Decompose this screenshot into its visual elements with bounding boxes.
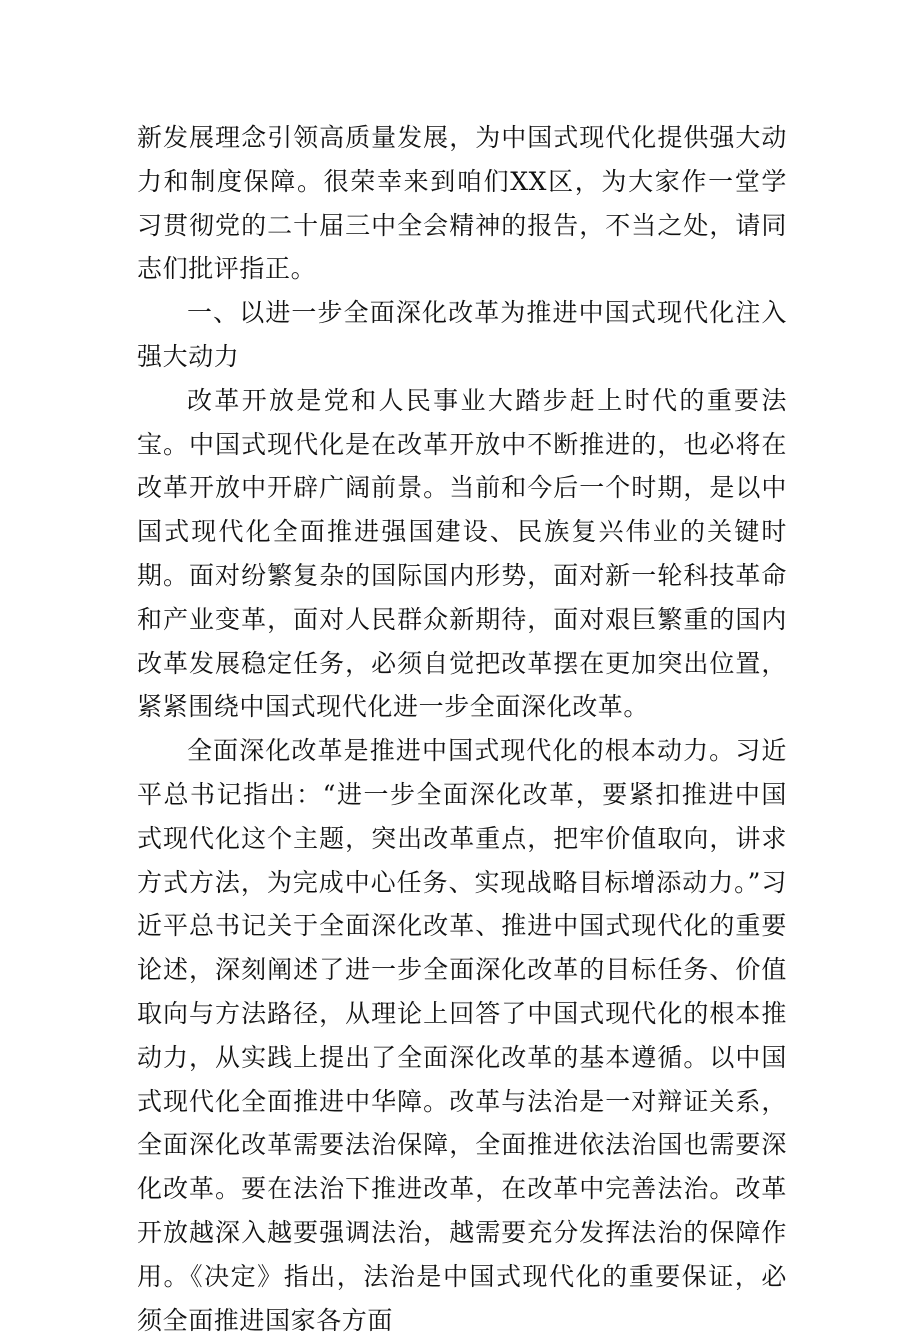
section-heading-1: 一、以进一步全面深化改革为推进中国式现代化注入强大动力 [137, 298, 787, 371]
paragraph-reform-opening: 改革开放是党和人民事业大踏步赶上时代的重要法宝。中国式现代化是在改革开放中不断推进的，也必将在改革开放中开辟广阔前景。当前和今后一个时期，是以中国式现代化全面推进强国建设、民族复兴伟业的关键时期。面对纷繁复杂的国际国内形势，面对新一轮科技革命和产业变革，面对人民群众新期待，面对艰巨繁重的国内改革发展稳定任务，必须自觉把改革摆在更加突出位置，紧紧围绕中国式现代化进一步全面深化改革。 [137, 385, 787, 722]
paragraph-intro-continuation: 新发展理念引领高质量发展，为中国式现代化提供强大动力和制度保障。很荣幸来到咱们XX区，为大家作一堂学习贯彻党的二十届三中全会精神的报告，不当之处，请同志们批评指正。 [137, 123, 787, 284]
document-body [137, 116, 787, 1342]
paragraph-deepening-reform: 全面深化改革是推进中国式现代化的根本动力。习近平总书记指出：“进一步全面深化改革，要紧扣推进中国式现代化这个主题，突出改革重点，把牢价值取向，讲求方式方法，为完成中心任务、实现战略目标增添动力。”习近平总书记关于全面深化改革、推进中国式现代化的重要论述，深刻阐述了进一步全面深化改革的目标任务、价值取向与方法路径，从理论上回答了中国式现代化的根本推动力，从实践上提出了全面深化改革的基本遵循。以中国式现代化全面推进中华障。改革与法治是一对辩证关系，全面深化改革需要法治保障，全面推进依法治国也需要深化改革。要在法治下推进改革，在改革中完善法治。改革开放越深入越要强调法治，越需要充分发挥法治的保障作用。《决定》指出，法治是中国式现代化的重要保证，必须全面推进国家各方面 [137, 736, 787, 1335]
